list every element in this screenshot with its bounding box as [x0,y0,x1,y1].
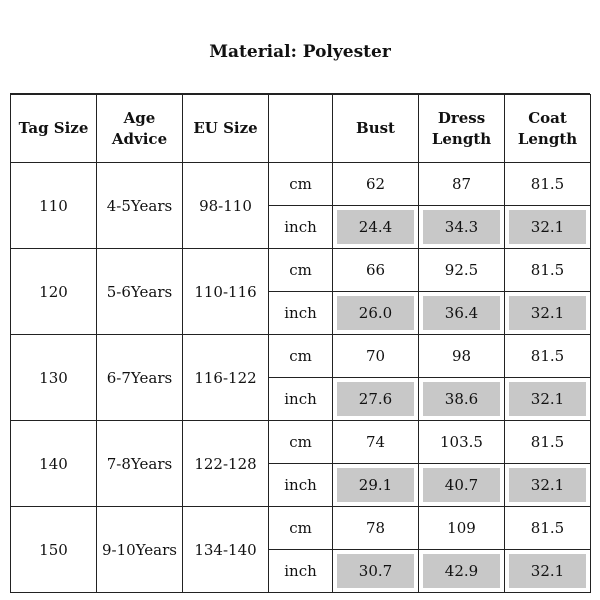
tag-size-cell: 110 [11,163,97,249]
unit-cell: inch [269,378,333,421]
age-advice-cell: 7-8Years [97,421,183,507]
bust-cm-cell: 66 [333,249,419,292]
coat-length-inch-cell: 32.1 [505,378,591,421]
eu-size-cell: 122-128 [183,421,269,507]
age-advice-cell: 9-10Years [97,507,183,593]
age-advice-cell: 4-5Years [97,163,183,249]
dress-length-inch-cell: 36.4 [419,292,505,335]
tag-size-cell: 120 [11,249,97,335]
eu-size-cell: 134-140 [183,507,269,593]
size-chart [10,10,590,596]
table-row-cm [11,335,591,378]
tag-size-cell: 140 [11,421,97,507]
chart-title: Material: Polyester [10,10,590,94]
unit-cell: cm [269,163,333,206]
coat-length-cm-cell: 81.5 [505,249,591,292]
header-tag-size: Tag Size [11,95,97,163]
header-eu-size: EU Size [183,95,269,163]
unit-cell: cm [269,249,333,292]
header-bust: Bust [333,95,419,163]
bust-inch-cell: 30.7 [333,550,419,593]
dress-length-inch-cell: 34.3 [419,206,505,249]
eu-size-cell: 116-122 [183,335,269,421]
bust-cm-cell: 70 [333,335,419,378]
coat-length-inch-cell: 32.1 [505,464,591,507]
dress-length-cm-cell: 103.5 [419,421,505,464]
bust-cm-cell: 62 [333,163,419,206]
bust-inch-cell: 29.1 [333,464,419,507]
tag-size-cell: 150 [11,507,97,593]
coat-length-cm-cell: 81.5 [505,335,591,378]
coat-length-cm-cell: 81.5 [505,421,591,464]
table-row-cm [11,507,591,550]
dress-length-cm-cell: 87 [419,163,505,206]
header-unit [269,95,333,163]
header-row [11,95,591,163]
bust-inch-cell: 27.6 [333,378,419,421]
unit-cell: inch [269,550,333,593]
unit-cell: cm [269,507,333,550]
coat-length-cm-cell: 81.5 [505,507,591,550]
bust-inch-cell: 24.4 [333,206,419,249]
header-coat-length: Coat Length [505,95,591,163]
dress-length-inch-cell: 42.9 [419,550,505,593]
unit-cell: cm [269,335,333,378]
size-table [10,94,591,593]
coat-length-inch-cell: 32.1 [505,550,591,593]
dress-length-cm-cell: 98 [419,335,505,378]
table-row-cm [11,421,591,464]
header-age-advice: Age Advice [97,95,183,163]
unit-cell: inch [269,292,333,335]
dress-length-inch-cell: 40.7 [419,464,505,507]
age-advice-cell: 5-6Years [97,249,183,335]
table-row-cm [11,249,591,292]
unit-cell: inch [269,206,333,249]
unit-cell: inch [269,464,333,507]
coat-length-cm-cell: 81.5 [505,163,591,206]
coat-length-inch-cell: 32.1 [505,292,591,335]
tag-size-cell: 130 [11,335,97,421]
bust-inch-cell: 26.0 [333,292,419,335]
unit-cell: cm [269,421,333,464]
coat-length-inch-cell: 32.1 [505,206,591,249]
dress-length-cm-cell: 92.5 [419,249,505,292]
table-row-cm [11,163,591,206]
dress-length-inch-cell: 38.6 [419,378,505,421]
eu-size-cell: 98-110 [183,163,269,249]
bust-cm-cell: 74 [333,421,419,464]
eu-size-cell: 110-116 [183,249,269,335]
bust-cm-cell: 78 [333,507,419,550]
header-dress-length: Dress Length [419,95,505,163]
dress-length-cm-cell: 109 [419,507,505,550]
age-advice-cell: 6-7Years [97,335,183,421]
